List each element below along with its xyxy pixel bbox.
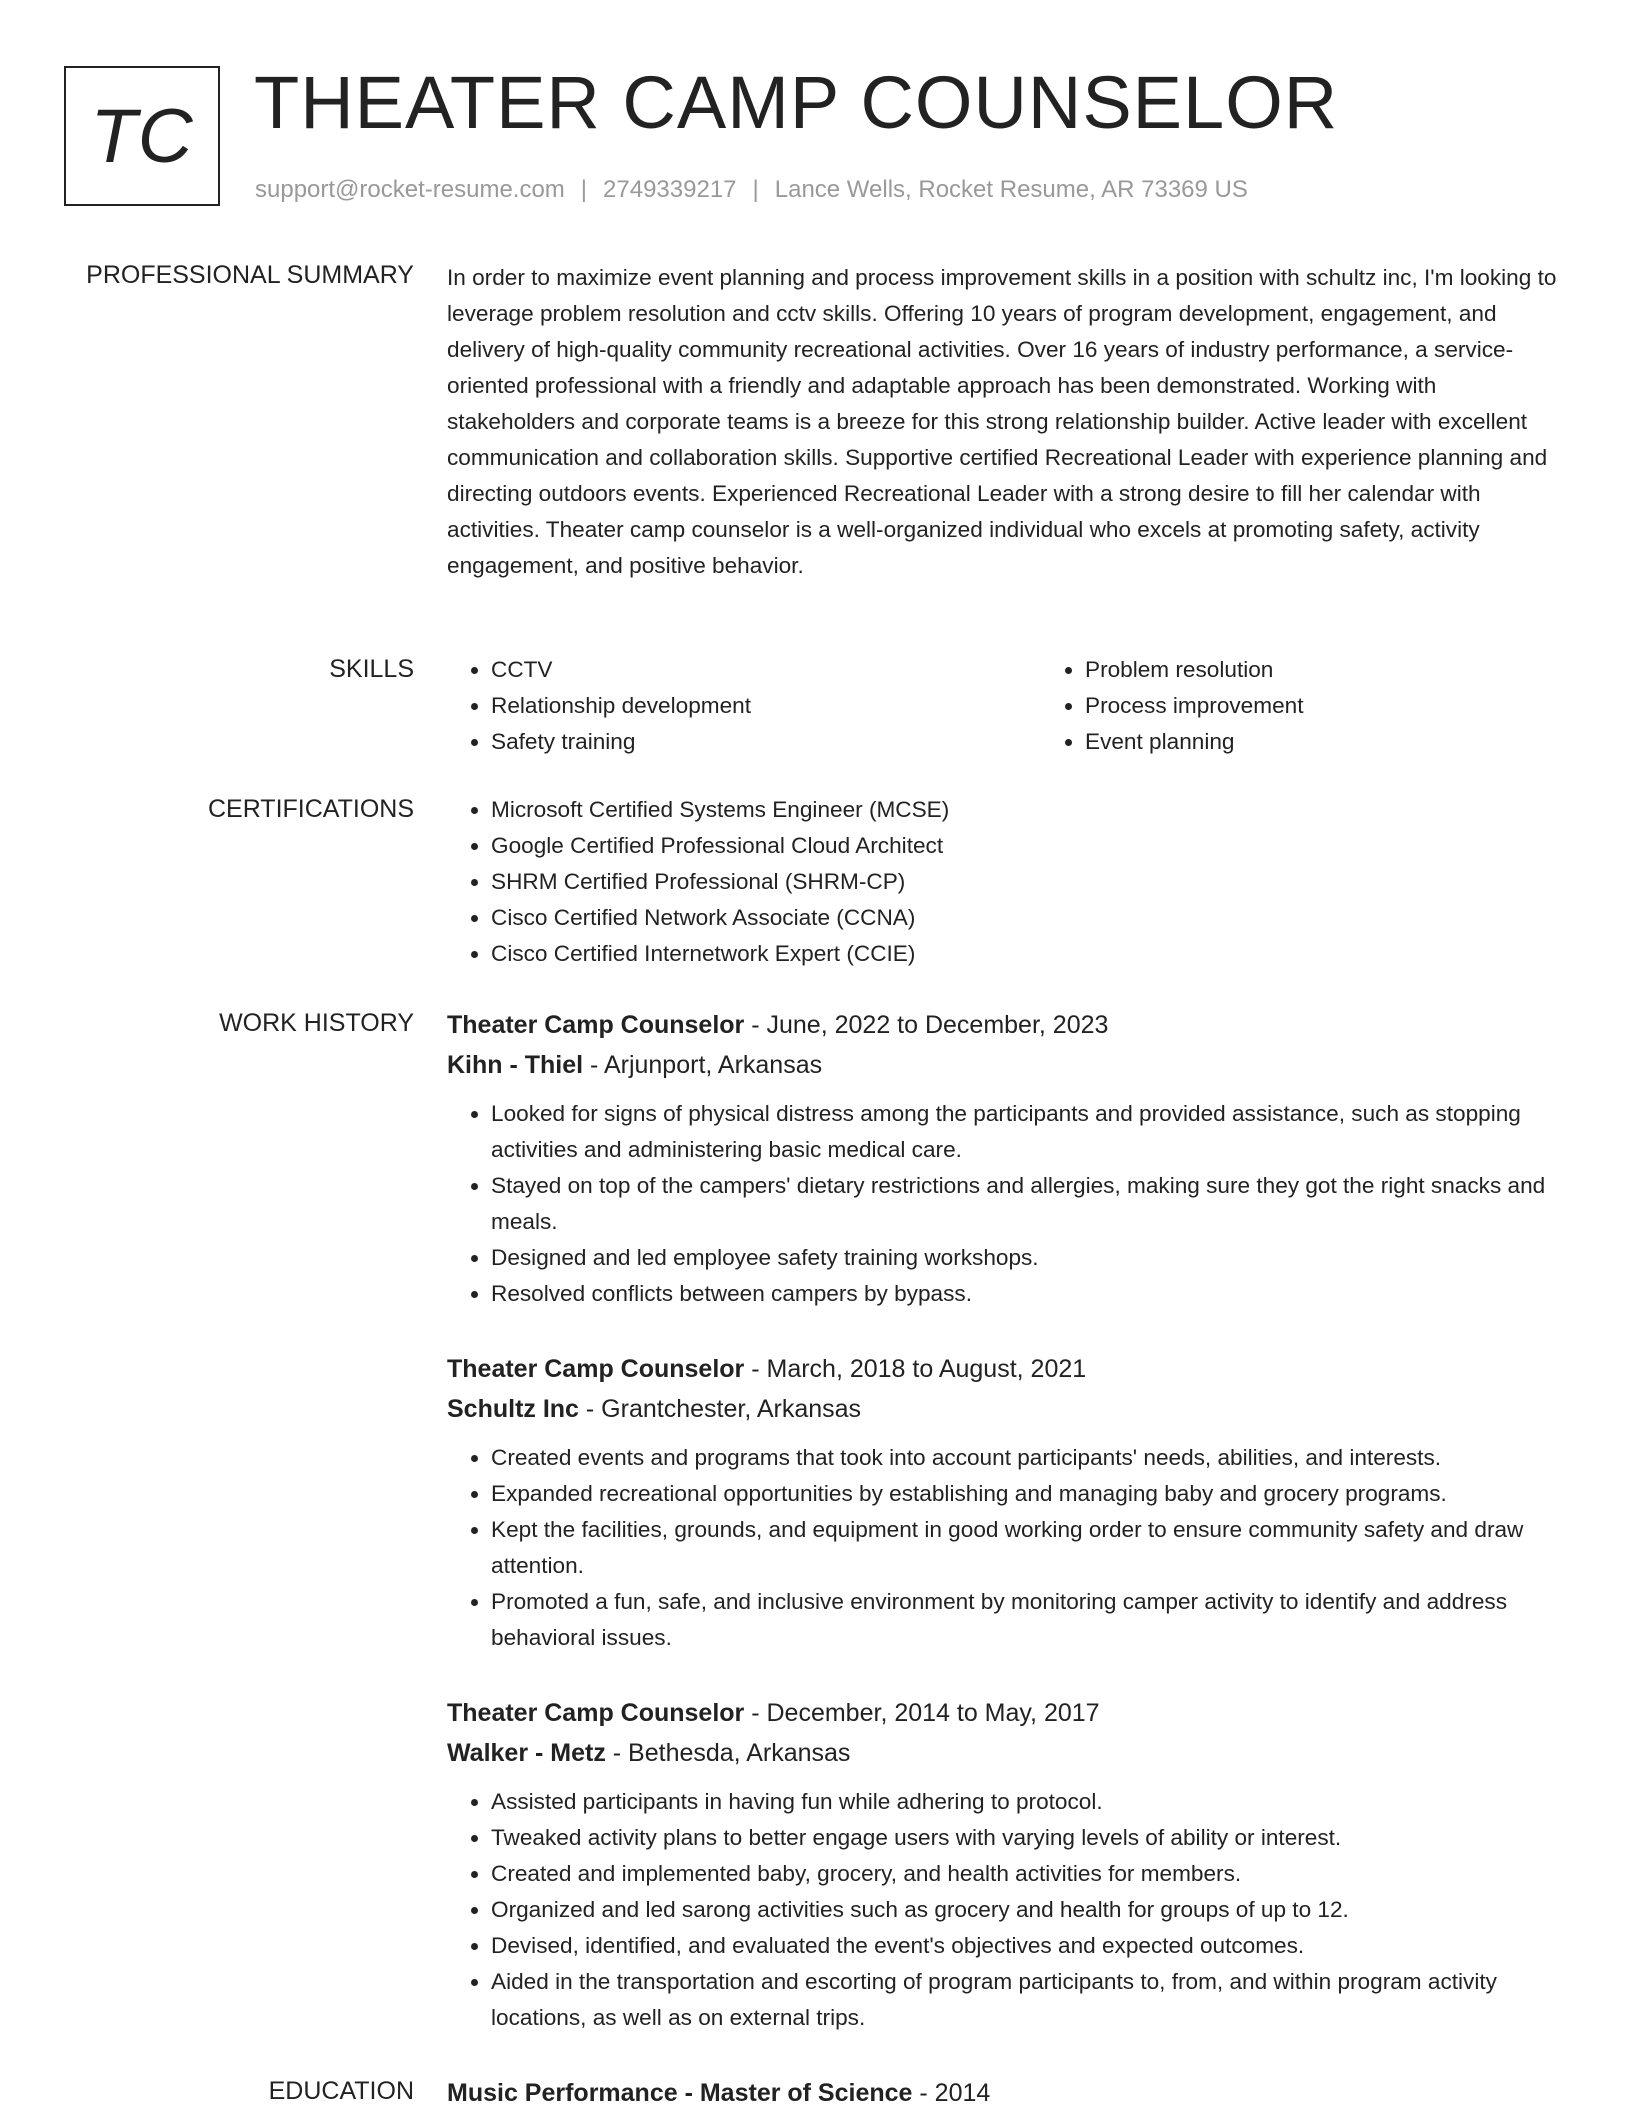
certifications-heading: CERTIFICATIONS bbox=[207, 795, 414, 823]
job-entry bbox=[447, 1350, 1567, 1656]
certification-item: • Microsoft Certified Systems Engineer (MCSE) bbox=[491, 792, 1567, 828]
skills-heading: SKILLS bbox=[329, 655, 414, 683]
job-title-line bbox=[447, 1006, 1567, 1044]
summary-heading: PROFESSIONAL SUMMARY bbox=[86, 261, 414, 289]
job-bullet: • Designed and led employee safety training workshops. bbox=[491, 1240, 1567, 1276]
job-company: Schultz Inc bbox=[447, 1395, 579, 1423]
job-company: Walker - Metz bbox=[447, 1739, 606, 1767]
job-bullet: • Looked for signs of physical distress among the participants and provided assistance, such as stopping activities and administering basic medical care. bbox=[491, 1096, 1567, 1168]
job-bullet: • Expanded recreational opportunities by establishing and managing baby and grocery programs. bbox=[491, 1476, 1567, 1512]
contact-separator: | bbox=[580, 176, 588, 203]
job-bullet: • Stayed on top of the campers' dietary restrictions and allergies, making sure they got the right snacks and meals. bbox=[491, 1168, 1567, 1240]
education-body bbox=[447, 2074, 1567, 2112]
job-company-line bbox=[447, 1734, 1567, 1772]
work-history-heading: WORK HISTORY bbox=[219, 1009, 414, 1037]
job-bullet: • Created and implemented baby, grocery, and health activities for members. bbox=[491, 1856, 1567, 1892]
certification-item: • Cisco Certified Internetwork Expert (CCIE) bbox=[491, 936, 1567, 972]
candidate-name: THEATER CAMP COUNSELOR bbox=[254, 61, 1339, 144]
job-title: Theater Camp Counselor bbox=[447, 1355, 745, 1383]
job-title-line bbox=[447, 1350, 1567, 1388]
job-bullet: • Promoted a fun, safe, and inclusive environment by monitoring camper activity to identify and address behavioral issues. bbox=[491, 1584, 1567, 1656]
skills-list-left bbox=[447, 652, 1041, 760]
skills-body bbox=[447, 652, 1567, 760]
job-bullet: • Kept the facilities, grounds, and equipment in good working order to ensure community safety and draw attention. bbox=[491, 1512, 1567, 1584]
skill-item: • Event planning bbox=[1085, 724, 1632, 760]
job-title: Theater Camp Counselor bbox=[447, 1011, 745, 1039]
job-location: - Bethesda, Arkansas bbox=[605, 1739, 851, 1767]
job-dates: - December, 2014 to May, 2017 bbox=[744, 1699, 1100, 1727]
job-dates: - March, 2018 to August, 2021 bbox=[744, 1355, 1087, 1383]
skill-item: • Relationship development bbox=[491, 688, 1041, 724]
job-location: - Arjunport, Arkansas bbox=[583, 1051, 823, 1079]
contact-separator: | bbox=[752, 176, 759, 203]
education-year: - 2014 bbox=[912, 2079, 991, 2107]
job-bullets bbox=[447, 1440, 1567, 1656]
skill-item: • Process improvement bbox=[1085, 688, 1632, 724]
skills-grid bbox=[447, 652, 1567, 760]
certifications-list bbox=[447, 792, 1567, 972]
contact-email: support@rocket-resume.com bbox=[255, 176, 565, 203]
certification-item: • SHRM Certified Professional (SHRM-CP) bbox=[491, 864, 1567, 900]
job-company-line bbox=[447, 1390, 1567, 1428]
certification-item: • Cisco Certified Network Associate (CCNA) bbox=[491, 900, 1567, 936]
job-bullets bbox=[447, 1784, 1567, 2036]
job-bullet: • Organized and led sarong activities such as grocery and health for groups of up to 12. bbox=[491, 1892, 1567, 1928]
skills-list-right bbox=[1041, 652, 1632, 760]
summary-body bbox=[447, 260, 1567, 584]
certifications-body bbox=[447, 792, 1567, 972]
job-title-line bbox=[447, 1694, 1567, 1732]
job-bullet: • Devised, identified, and evaluated the event's objectives and expected outcomes. bbox=[491, 1928, 1567, 1964]
job-company: Kihn - Thiel bbox=[447, 1051, 584, 1079]
skill-item: • CCTV bbox=[491, 652, 1041, 688]
job-bullets bbox=[447, 1096, 1567, 1312]
contact-phone: 2749339217 bbox=[603, 176, 737, 203]
job-entry bbox=[447, 1694, 1567, 2036]
job-location: - Grantchester, Arkansas bbox=[578, 1395, 862, 1423]
job-bullet: • Aided in the transportation and escorting of program participants to, from, and within program activity locations, as well as on external trips. bbox=[491, 1964, 1567, 2036]
job-bullet: • Assisted participants in having fun while adhering to protocol. bbox=[491, 1784, 1567, 1820]
job-entry bbox=[447, 1006, 1567, 1312]
job-bullet: • Tweaked activity plans to better engage users with varying levels of ability or interest. bbox=[491, 1820, 1567, 1856]
education-line bbox=[447, 2074, 1567, 2112]
certification-item: • Google Certified Professional Cloud Architect bbox=[491, 828, 1567, 864]
contact-address: Lance Wells, Rocket Resume, AR 73369 US bbox=[774, 176, 1248, 203]
job-bullet: • Created events and programs that took into account participants' needs, abilities, and interests. bbox=[491, 1440, 1567, 1476]
summary-text: In order to maximize event planning and process improvement skills in a position with schultz inc, I'm looking to leverage problem resolution and cctv skills. Offering 10 years of program development, engagement, and delivery of high-quality community recreational activities. Over 16 years of industry performance, a service-oriented professional with a friendly and adaptable approach has been demonstrated. Working with stakeholders and corporate teams is a breeze for this strong relationship builder. Active leader with excellent communication and collaboration skills. Supportive certified Recreational Leader with experience planning and directing outdoors events. Experienced Recreational Leader with a strong desire to fill her calendar with activities. Theater camp counselor is a well-organized individual who excels at promoting safety, activity engagement, and positive behavior. bbox=[447, 265, 1557, 578]
monogram-logo: TC bbox=[64, 66, 220, 206]
job-title: Theater Camp Counselor bbox=[447, 1699, 745, 1727]
contact-line bbox=[255, 174, 1248, 206]
skill-item: • Problem resolution bbox=[1085, 652, 1632, 688]
job-dates: - June, 2022 to December, 2023 bbox=[744, 1011, 1109, 1039]
job-bullet: • Resolved conflicts between campers by bypass. bbox=[491, 1276, 1567, 1312]
education-heading: EDUCATION bbox=[268, 2077, 414, 2105]
education-degree: Music Performance - Master of Science bbox=[447, 2079, 913, 2107]
skill-item: • Safety training bbox=[491, 724, 1041, 760]
job-company-line bbox=[447, 1046, 1567, 1084]
